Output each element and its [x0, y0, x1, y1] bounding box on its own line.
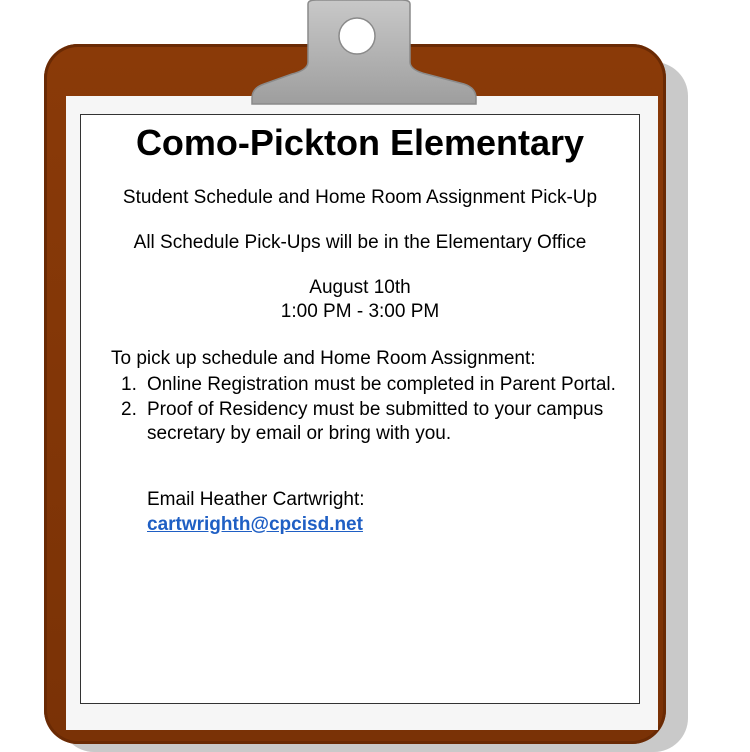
instructions-list	[111, 373, 621, 447]
contact-email-link[interactable]: cartwrighth@cpcisd.net	[147, 514, 363, 535]
step-text: Online Registration must be completed in Parent Portal.	[147, 374, 616, 395]
instructions-heading: To pick up schedule and Home Room Assignment:	[111, 348, 536, 369]
step-text: Proof of Residency must be submitted to your campus secretary by email or bring with you.	[147, 399, 604, 444]
clipboard-clip-icon	[250, 0, 500, 110]
flyer-title: Como-Pickton Elementary	[135, 122, 585, 163]
location-note: All Schedule Pick-Ups will be in the Elementary Office	[133, 232, 587, 253]
flyer-subtitle: Student Schedule and Home Room Assignment Pick-Up	[122, 187, 598, 208]
list-item	[111, 373, 621, 397]
pickup-date: August 10th	[309, 277, 411, 298]
pickup-time: 1:00 PM - 3:00 PM	[280, 301, 440, 322]
contact-label: Email Heather Cartwright:	[147, 489, 365, 510]
step-number: 2.	[121, 399, 137, 420]
step-number: 1.	[121, 374, 137, 395]
list-item	[111, 398, 621, 446]
